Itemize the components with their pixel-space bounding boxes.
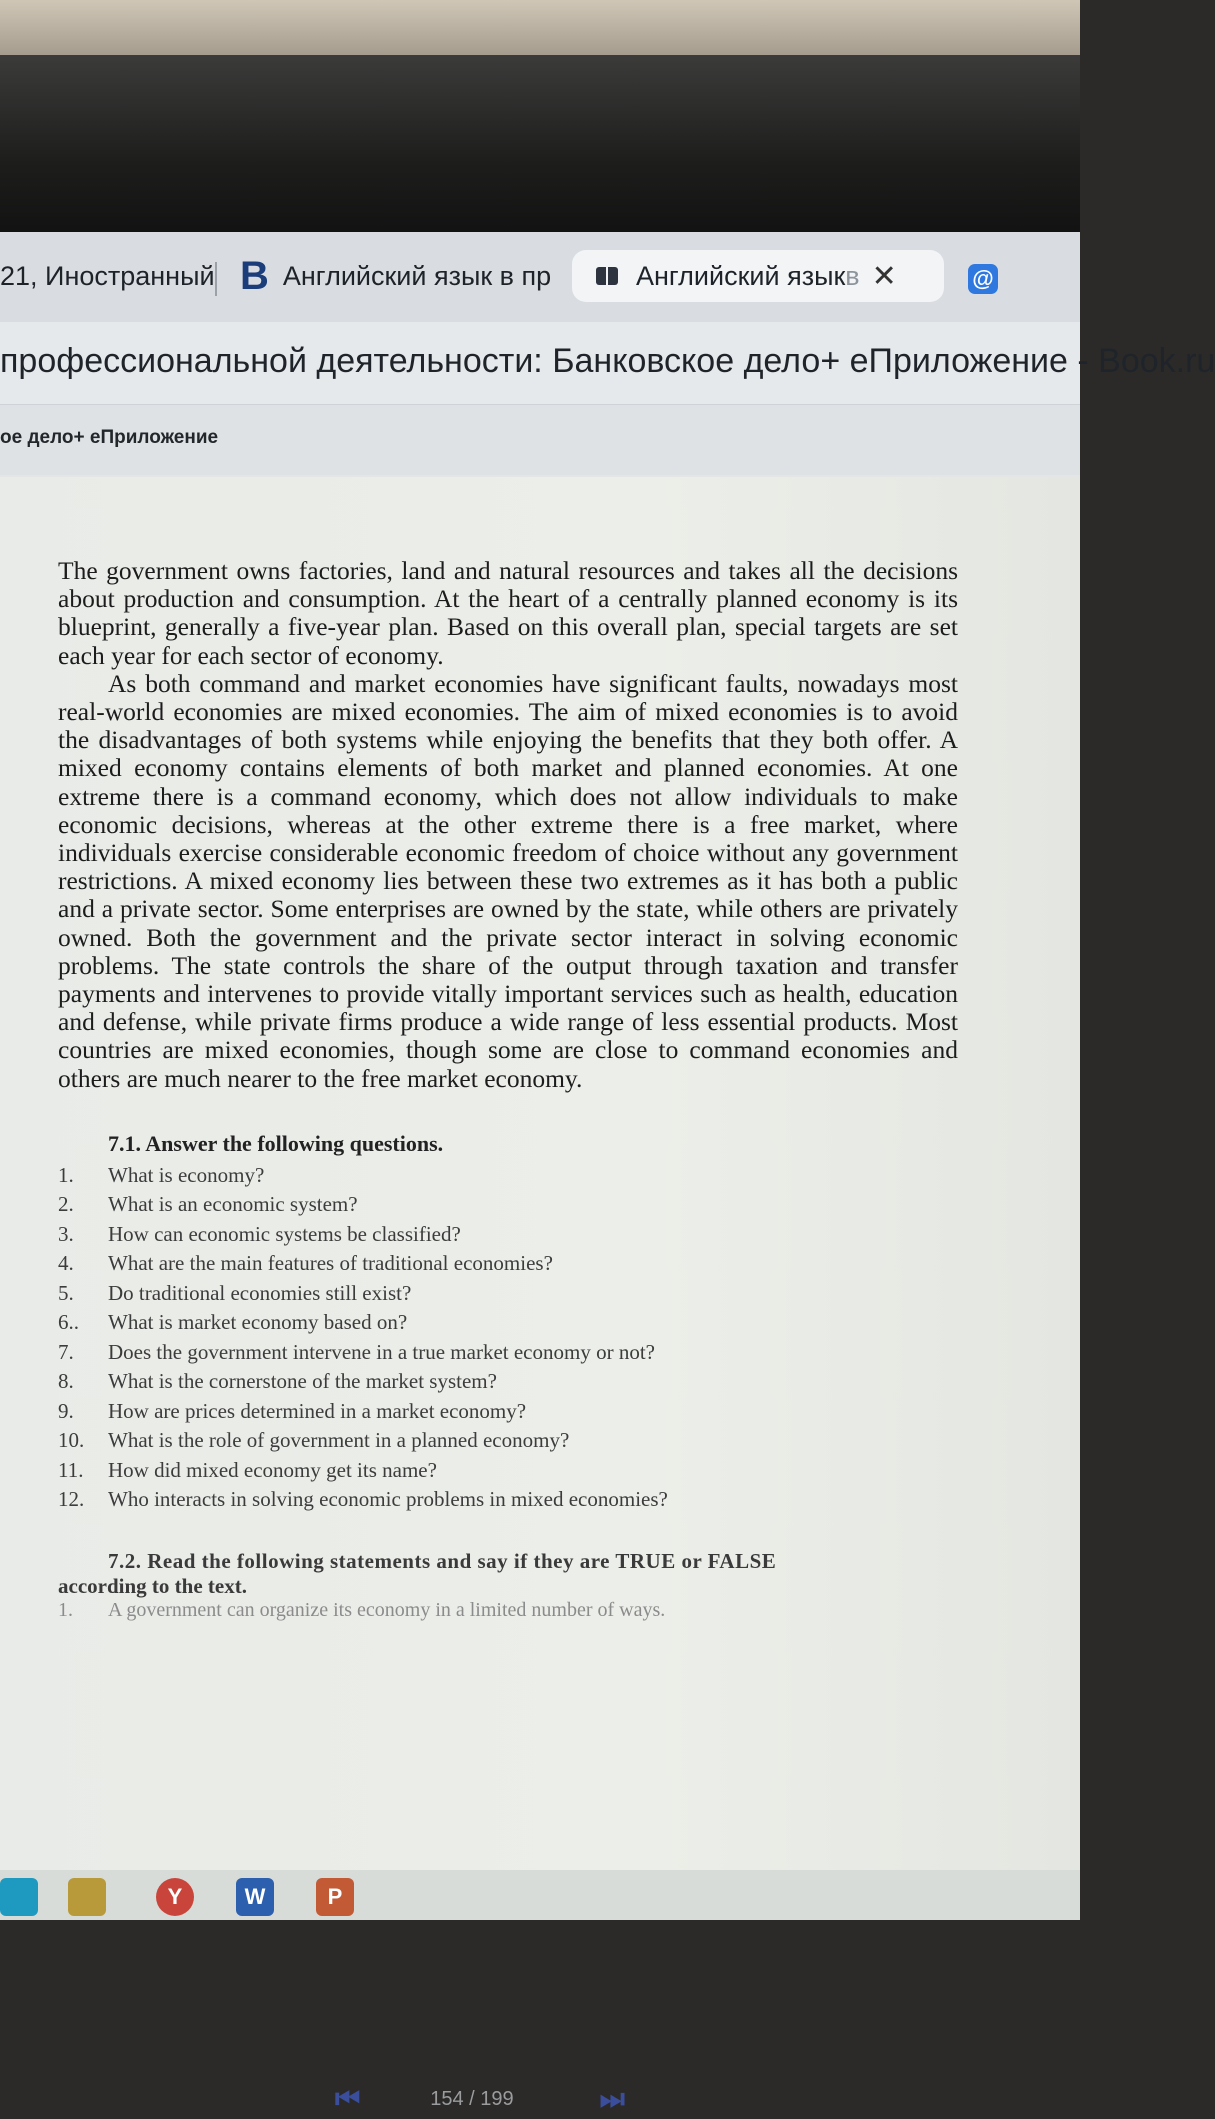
- question-text: Do traditional economies still exist?: [108, 1280, 412, 1305]
- tab-label: Английский язык: [636, 260, 846, 291]
- page-title-bar: [0, 322, 1215, 405]
- question-text: How did mixed economy get its name?: [108, 1457, 437, 1482]
- page-counter: 154 / 199: [430, 2087, 514, 2110]
- first-page-icon[interactable]: ⏮: [335, 2082, 361, 2114]
- tab-label: Английский язык в пр: [282, 260, 552, 291]
- question-item: [58, 1456, 958, 1486]
- question-number: 11.: [58, 1457, 84, 1482]
- question-item: [58, 1220, 958, 1250]
- statement-number: 1.: [58, 1598, 73, 1621]
- question-text: What are the main features of traditional economies?: [108, 1251, 553, 1276]
- powerpoint-icon[interactable]: P: [316, 1878, 354, 1916]
- tab-english-active[interactable]: [572, 250, 944, 302]
- document-viewer: [0, 477, 1080, 2114]
- breadcrumb-bar: [0, 405, 1080, 475]
- question-number: 12.: [58, 1487, 85, 1512]
- folder-icon[interactable]: [68, 1878, 106, 1916]
- document-page: [58, 557, 958, 1622]
- question-item: [58, 1426, 958, 1456]
- question-number: 7.: [58, 1339, 74, 1364]
- tab-english-profession[interactable]: [240, 250, 555, 302]
- tab-separator: [215, 262, 217, 296]
- taskbar-app-icon[interactable]: [0, 1878, 38, 1916]
- question-text: How are prices determined in a market economy?: [108, 1398, 527, 1423]
- question-number: 1.: [58, 1162, 74, 1187]
- exercise-2-subtitle: according to the text.: [58, 1573, 247, 1598]
- question-item: [58, 1190, 958, 1220]
- question-number: 8.: [58, 1369, 74, 1394]
- paragraph-2: As both command and market economies have significant faults, nowadays most real-world economies are mixed economies. The aim of mixed economies is to avoid the disadvantages of both systems while enjoying the benefits that they both offer. A mixed economy contains elements of both market and planned economies. At one extreme there is a command economy, which does not allow individuals to make economic decisions, whereas at the other extreme there is a free market, where individuals exercise considerable economic freedom of choice without any government restrictions. A mixed economy lies between these two extremes as it has both a public and a private sector. Some enterprises are owned by the state, while others are privately owned. Both the government and the private sector interact in solving economic problems. The state controls the share of the output through taxation and transfer payments and intervenes to provide vitally important services such as health, education and defense, while private firms produce a wide range of less essential products. Most countries are mixed economies, though some are close to command economies and others are much nearer to the free market economy.: [58, 668, 958, 1093]
- question-item: [58, 1367, 958, 1397]
- b-logo-icon: B: [240, 253, 269, 298]
- exercise-1-title: 7.1. Answer the following questions.: [108, 1130, 444, 1156]
- question-text: Who interacts in solving economic problems in mixed economies?: [108, 1487, 668, 1512]
- monitor-bezel: [0, 55, 1080, 235]
- question-number: 2.: [58, 1192, 74, 1217]
- screen: [0, 232, 1215, 2114]
- question-text: What is the role of government in a planned economy?: [108, 1428, 570, 1453]
- question-item: [58, 1279, 958, 1309]
- book-icon: [596, 267, 618, 285]
- tab-inostranny[interactable]: [0, 250, 215, 302]
- question-item: [58, 1249, 958, 1279]
- page-title: профессиональной деятельности: Банковское дело+ еПриложение - Book.ru: [0, 342, 1215, 380]
- question-number: 4.: [58, 1251, 74, 1276]
- question-item: [58, 1338, 958, 1368]
- tab-bar: [0, 232, 1080, 322]
- taskbar: [0, 1870, 1080, 1920]
- tab-label-fade: в: [845, 260, 860, 291]
- statement-1: [58, 1599, 958, 1622]
- tab-label: 21, Иностранный: [0, 260, 215, 291]
- question-number: 9.: [58, 1398, 74, 1423]
- question-number: 6..: [58, 1310, 79, 1335]
- exercise-2-title: 7.2. Read the following statements and say if they are TRUE or FALSE: [108, 1548, 777, 1573]
- statement-text: A government can organize its economy in a limited number of ways.: [108, 1598, 666, 1621]
- yandex-browser-icon[interactable]: Y: [156, 1878, 194, 1916]
- question-text: What is an economic system?: [108, 1192, 358, 1217]
- pager: [335, 2079, 625, 2119]
- question-text: What is the cornerstone of the market system?: [108, 1369, 497, 1394]
- mail-icon[interactable]: @: [968, 264, 998, 294]
- question-text: Does the government intervene in a true market economy or not?: [108, 1339, 655, 1364]
- question-text: What is market economy based on?: [108, 1310, 408, 1335]
- question-number: 5.: [58, 1280, 74, 1305]
- question-item: [58, 1308, 958, 1338]
- question-number: 3.: [58, 1221, 74, 1246]
- question-text: How can economic systems be classified?: [108, 1221, 461, 1246]
- word-icon[interactable]: W: [236, 1878, 274, 1916]
- paragraph-1: The government owns factories, land and natural resources and takes all the decisions about production and consumption. At the heart of a centrally planned economy is its blueprint, generally a five-year plan. Based on this overall plan, special targets are set each year for each sector of economy.: [58, 556, 958, 670]
- question-item: [58, 1397, 958, 1427]
- question-number: 10.: [58, 1428, 85, 1453]
- question-item: [58, 1161, 958, 1191]
- question-text: What is economy?: [108, 1162, 265, 1187]
- questions-list: [58, 1161, 958, 1515]
- breadcrumb: ое дело+ еПриложение: [0, 427, 219, 448]
- close-icon[interactable]: ✕: [871, 259, 897, 293]
- question-item: [58, 1485, 958, 1515]
- last-page-icon[interactable]: ⏭: [599, 2082, 625, 2114]
